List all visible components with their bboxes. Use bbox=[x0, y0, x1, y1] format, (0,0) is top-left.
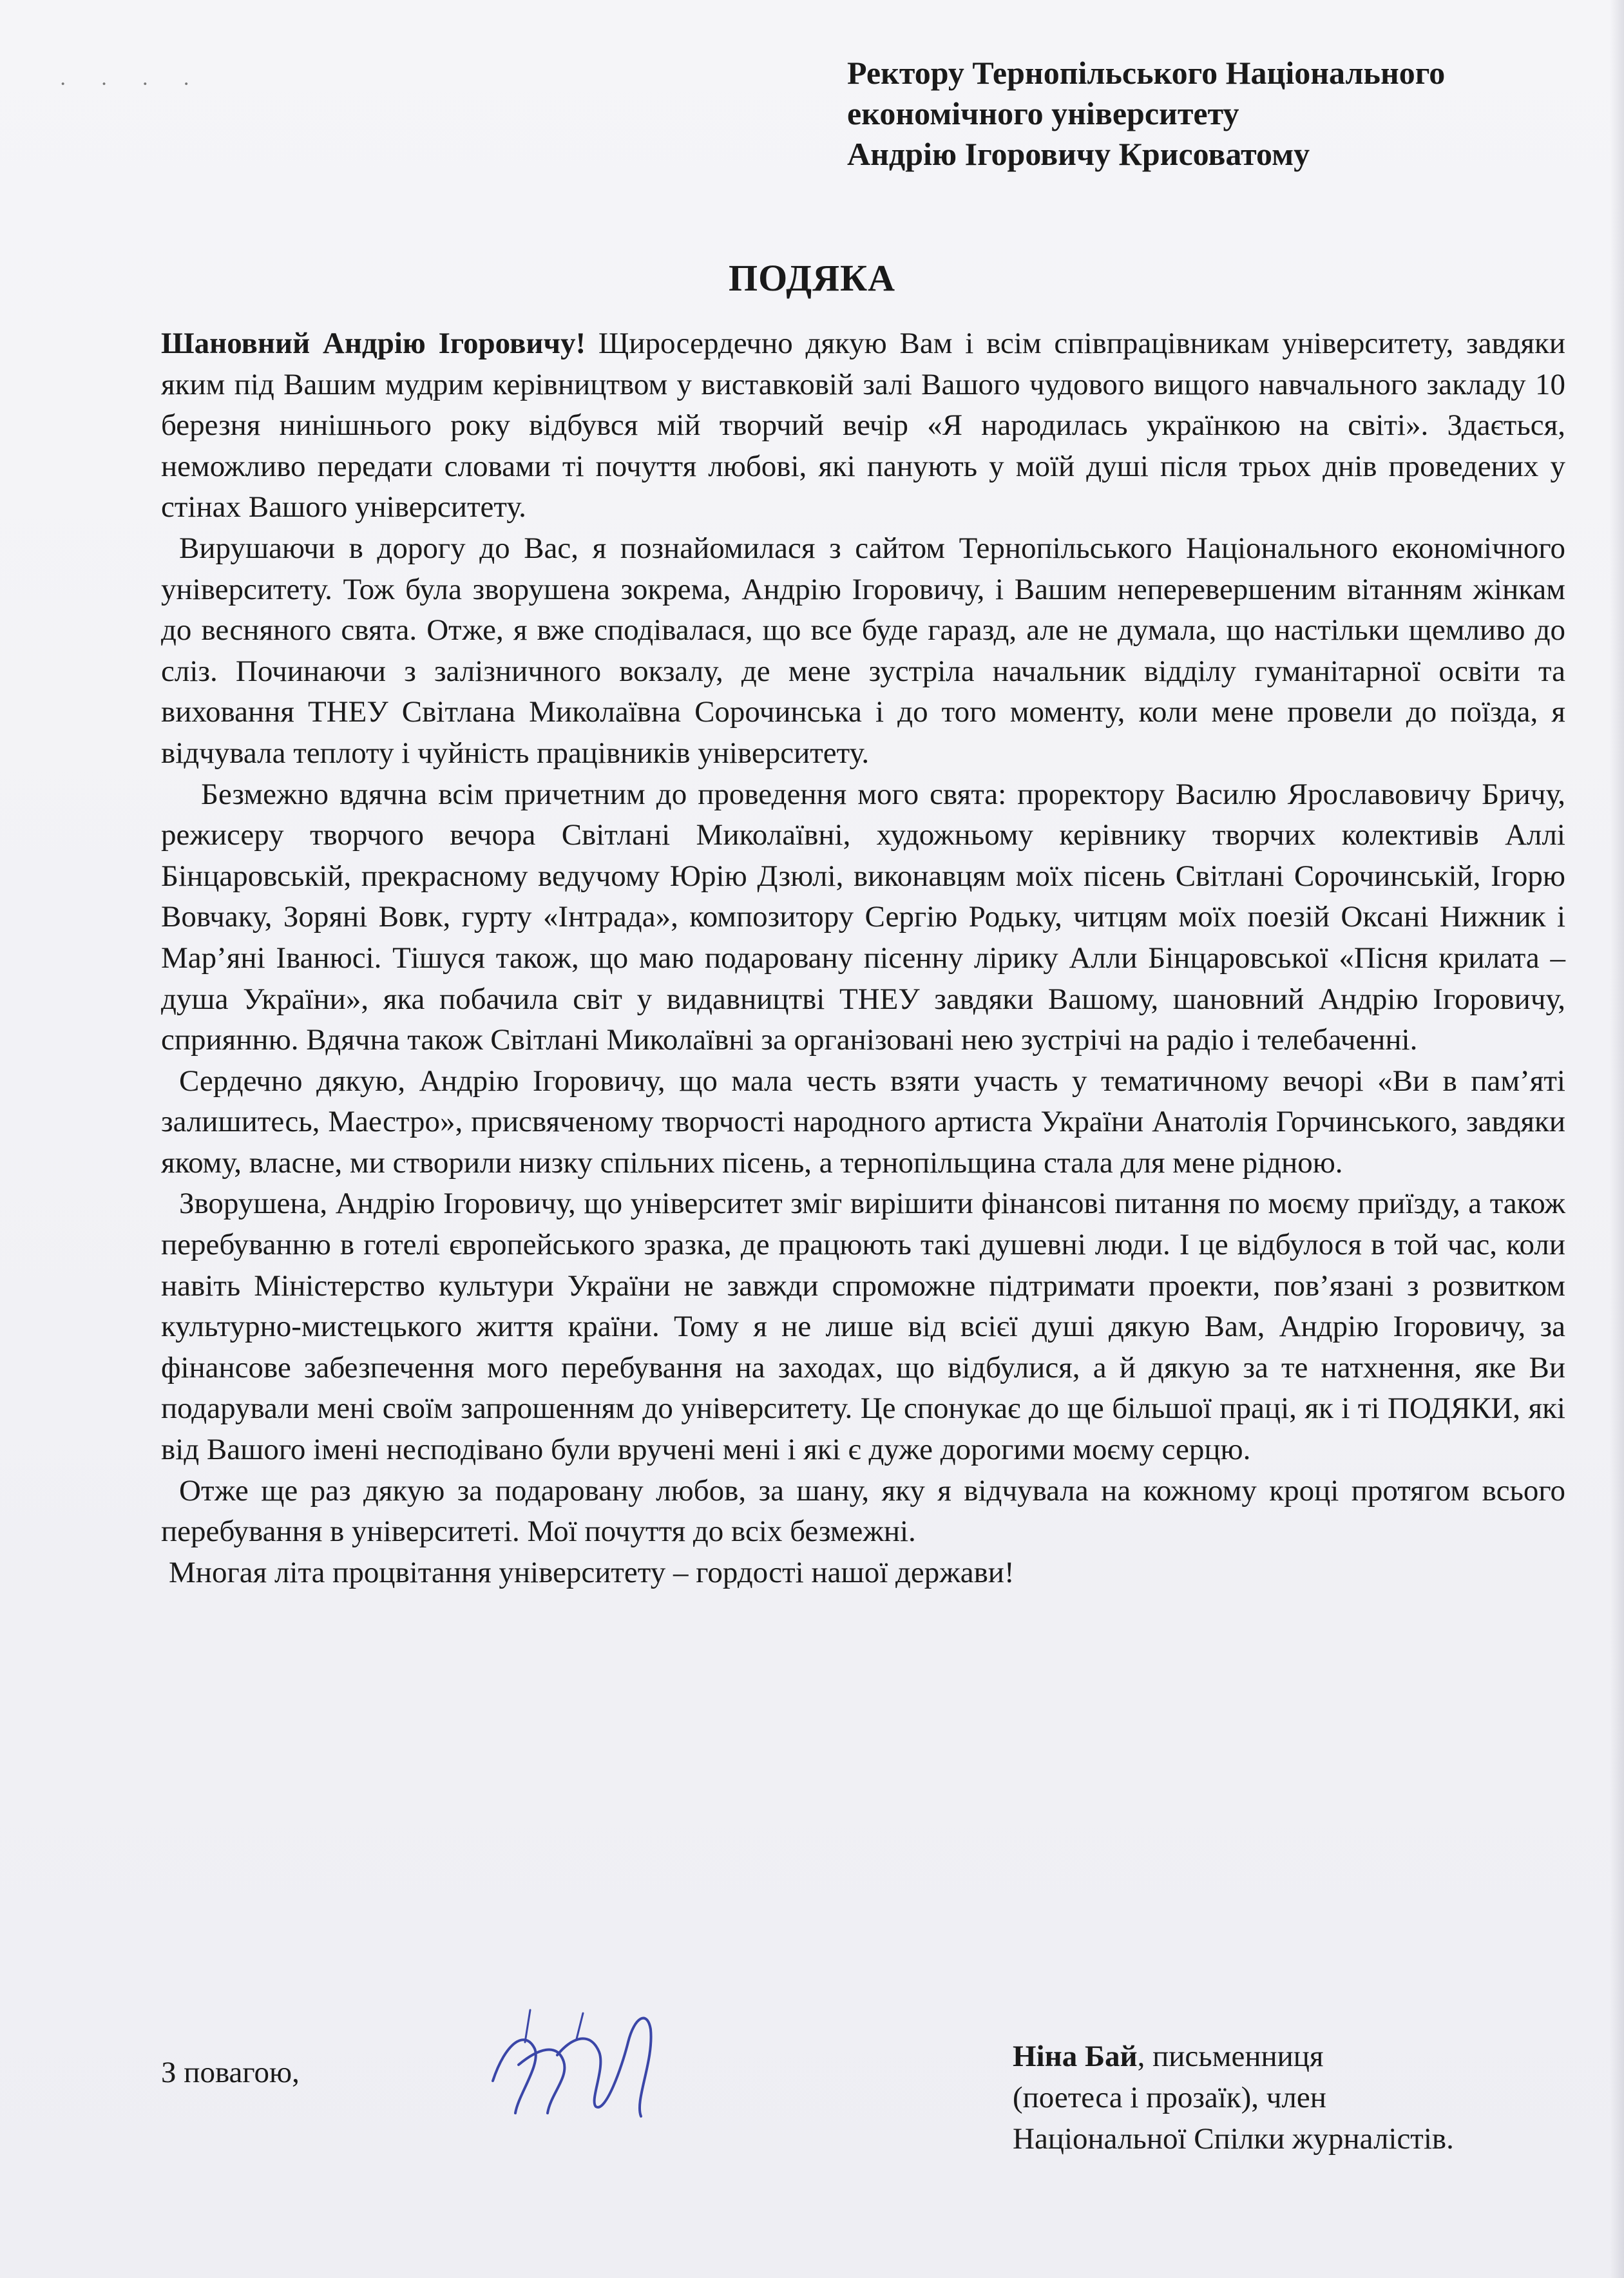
paragraph-5: Зворушена, Андрію Ігоровичу, що університет зміг вирішити фінансові питання по моєму приїзду, а також перебуванню в готелі європейського зразка, де працюють такі душевні люди. І це відбулося в той час, коли навіть Міністерство культури України не завжди спроможне підтримати проекти, пов’язані з розвитком культурно-мистецького життя країни. Тому я не лише від всієї душі дякую Вам, Андрію Ігоровичу, за фінансове забезпечення мого перебування на заходах, що відбулися, а й дякую за те натхнення, яке Ви подарували мені своїм запрошенням до університету. Це спонукає до ще більшої праці, як і ті ПОДЯКИ, які від Вашого імені несподівано були вручені мені і які є дуже дорогими моєму серцю. bbox=[161, 1187, 1565, 1467]
paragraph-3: Безмежно вдячна всім причетним до проведення мого свята: проректору Василю Ярославовичу Бричу, режисеру творчого вечора Світлані Миколаївні, художньому керівнику творчих колективів Аллі Бінцаровській, прекрасному ведучому Юрію Дзюлі, виконавцям моїх пісень Світлані Сорочинській, Ігорю Вовчаку, Зоряні Вовк, гурту «Інтрада», композитору Сергію Родьку, читцям моїх поезій Оксані Нижник і Мар’яні Іванюсі. Тішуся також, що маю подаровану пісенну лірику Алли Бінцаровської «Пісня крилата – душа України», яка побачила світ у видавництві ТНЕУ завдяки Вашому, шановний Андрію Ігоровичу, сприянню. Вдячна також Світлані Миколаївні за організовані нею зустрічі на радіо і телебаченні. bbox=[161, 777, 1565, 1057]
addressee-line-2: економічного університету bbox=[847, 95, 1239, 131]
addressee-block bbox=[847, 53, 1588, 175]
author-line-2: (поетеса і прозаїк), член bbox=[1013, 2081, 1326, 2114]
paragraph-2: Вирушаючи в дорогу до Вас, я познайомилася з сайтом Тернопільського Національного економічного університету. Тож була зворушена зокрема, Андрію Ігоровичу, і Вашим неперевершеним вітанням жінкам до весняного свята. Отже, я вже сподівалася, що все буде гаразд, але не думала, що настільки щемливо до сліз. Починаючи з залізничного вокзалу, де мене зустріла начальник відділу гуманітарної освіти та виховання ТНЕУ Світлана Миколаївна Сорочинська і до того моменту, коли мене провели до поїзда, я відчувала теплоту і чуйність працівників університету. bbox=[161, 531, 1565, 770]
paragraph-6: Отже ще раз дякую за подаровану любов, за шану, яку я відчувала на кожному кроці протягом всього перебування в університеті. Мої почуття до всіх безмежні. bbox=[161, 1473, 1565, 1549]
handwritten-signature bbox=[480, 2004, 693, 2126]
paragraph-1-text: Щиросердечно дякую Вам і всім співпрацівникам університету, завдяки яким під Вашим мудрим керівництвом у виставковій залі Вашого чудового вищого навчального закладу 10 березня нинішнього року відбувся мій творчий вечір «Я народилась українкою на світі». Здається, неможливо передати словами ті почуття любові, які панують у моїй душі після трьох днів проведених у стінах Вашого університету. bbox=[161, 327, 1566, 524]
author-line-3: Національної Спілки журналістів. bbox=[1013, 2122, 1454, 2156]
author-line-1 bbox=[1013, 2036, 1454, 2077]
author-name: Ніна Бай bbox=[1013, 2040, 1138, 2073]
author-block bbox=[1013, 2036, 1454, 2159]
scan-edge-shadow bbox=[1610, 0, 1624, 2278]
paragraph-7: Многая літа процвітання університету – гордості нашої держави! bbox=[169, 1555, 1015, 1589]
scan-speck-marks: · · · · bbox=[59, 72, 204, 96]
paragraph-4: Сердечно дякую, Андрію Ігоровичу, що мала честь взяти участь у тематичному вечорі «Ви в пам’яті залишитесь, Маестро», присвяченому творчості народного артиста України Анатолія Горчинського, завдяки якому, власне, ми створили низку спільних пісень, а тернопільщина стала для мене рідною. bbox=[161, 1064, 1565, 1180]
salutation: Шановний Андрію Ігоровичу! bbox=[161, 327, 586, 360]
author-title: , письменниця bbox=[1137, 2040, 1324, 2073]
paragraph-1 bbox=[161, 323, 1565, 528]
letter-body bbox=[161, 323, 1565, 1593]
closing-phrase: З повагою, bbox=[161, 2056, 300, 2089]
letter-title: ПОДЯКА bbox=[728, 257, 896, 299]
addressee-line-3: Андрію Ігоровичу Крисоватому bbox=[847, 136, 1310, 172]
addressee-line-1: Ректору Тернопільського Національного bbox=[847, 55, 1446, 91]
